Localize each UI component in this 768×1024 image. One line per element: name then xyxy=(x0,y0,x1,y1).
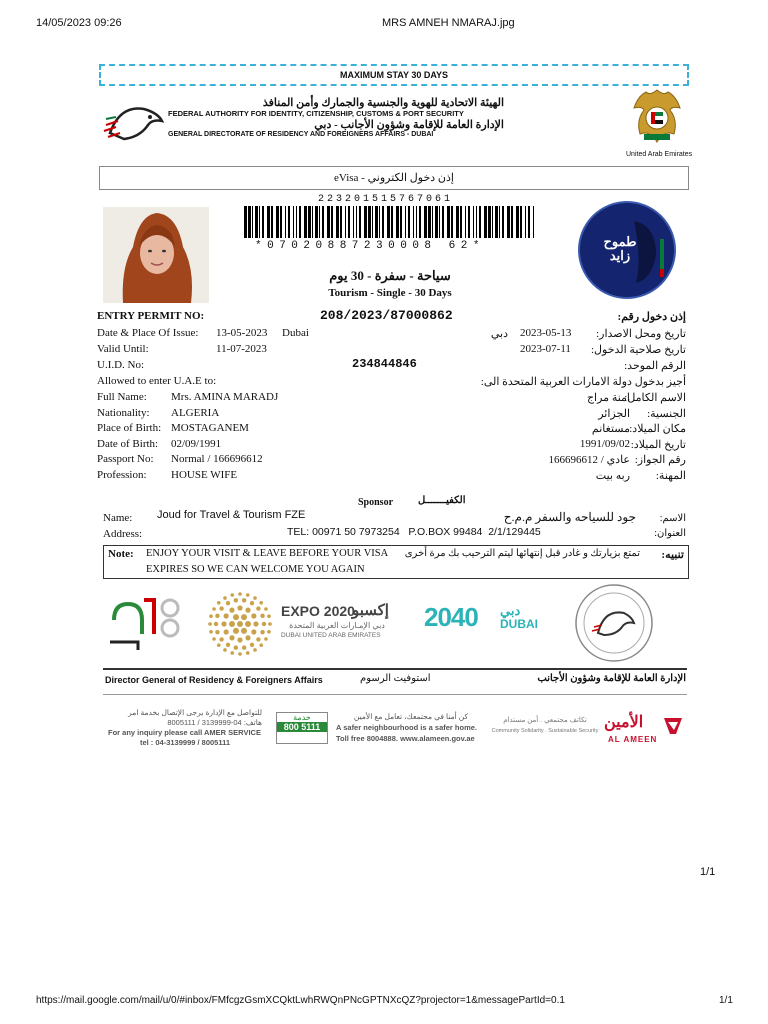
barcode-bar xyxy=(252,206,253,238)
permit-row-extra-ar: دبي xyxy=(490,328,508,340)
barcode-bar xyxy=(299,206,301,238)
barcode-top-number: 223201515767061 xyxy=(318,194,454,205)
max-stay-banner: MAXIMUM STAY 30 DAYS xyxy=(99,64,689,86)
barcode-bar xyxy=(511,206,513,238)
barcode-bar xyxy=(276,206,279,238)
expo-dot xyxy=(268,622,272,626)
community-ar: تكاتف مجتمعي . أمن مستدام xyxy=(503,717,587,724)
expo-dot xyxy=(212,607,216,611)
person-row-value-ar: عادي / 166696612 xyxy=(548,454,630,466)
expo-dot xyxy=(264,637,268,641)
person-row-value: Mrs. AMINA MARADJ xyxy=(171,391,279,403)
khadamati-ar: خدمة xyxy=(293,713,311,722)
expo-dot xyxy=(241,628,247,634)
barcode-bar xyxy=(296,206,297,238)
visa-type-english: Tourism - Single - 30 Days xyxy=(328,287,452,299)
barcode-bar xyxy=(432,206,433,238)
khadamati-number: 800 5111 xyxy=(277,722,327,732)
expo-dot xyxy=(217,643,221,647)
alameen-en-1: A safer neighbourhood is a safer home. xyxy=(336,723,477,732)
person-row-label-ar: مكان الميلاد: xyxy=(629,423,686,435)
alameen-logo xyxy=(604,712,686,746)
note-label: Note: xyxy=(108,548,134,560)
expo-dot xyxy=(251,613,256,618)
barcode-bar xyxy=(304,206,307,238)
person-row-value: HOUSE WIFE xyxy=(171,469,238,481)
expo-dot xyxy=(219,637,223,641)
sponsor-name-ar: جود للسياحه والسفر م.م.ح xyxy=(503,510,636,524)
authority-en-1: FEDERAL AUTHORITY FOR IDENTITY, CITIZENSHIP, CUSTOMS & PORT SECURITY xyxy=(168,109,464,118)
barcode xyxy=(244,206,536,238)
person-row-label: Profession: xyxy=(97,469,147,481)
expo-dot xyxy=(250,643,254,647)
entry-permit-label: ENTRY PERMIT NO: xyxy=(97,310,205,322)
expo-dot xyxy=(233,614,239,620)
barcode-bar xyxy=(484,206,487,238)
barcode-bar xyxy=(340,206,342,238)
expo-dot xyxy=(230,651,234,655)
person-row-label-ar: المهنة: xyxy=(655,470,686,482)
expo-dot xyxy=(209,614,213,618)
barcode-bar xyxy=(516,206,519,238)
barcode-bar xyxy=(492,206,493,238)
person-row-label: Place of Birth: xyxy=(97,422,162,434)
dubai-2040-word: DUBAI xyxy=(500,617,538,631)
barcode-bar xyxy=(447,206,450,238)
expo-dot xyxy=(230,593,234,597)
barcode-bar xyxy=(331,206,333,238)
barcode-bar xyxy=(345,206,346,238)
barcode-bar xyxy=(391,206,393,238)
authority-ar-2: الإدارة العامة للإقامة وشؤون الأجانب - دبي xyxy=(314,119,504,131)
barcode-bar xyxy=(379,206,380,238)
director-general-ar: الإدارة العامة للإقامة وشؤون الأجانب xyxy=(537,673,686,684)
expo-dot xyxy=(226,643,230,647)
alameen-en-2: Toll free 8004888. www.alameen.gov.ae xyxy=(336,734,475,743)
expo-dot xyxy=(238,592,242,596)
sponsor-address: TEL: 00971 50 7973254 P.O.BOX 99484 2/1/129445 xyxy=(287,526,541,538)
expo-dot xyxy=(242,645,246,649)
barcode-bar xyxy=(400,206,402,238)
person-row-label-ar: تاريخ الميلاد: xyxy=(630,439,686,451)
falcon-logo-icon xyxy=(100,95,166,147)
person-row-label: Date of Birth: xyxy=(97,438,159,450)
sponsor-name: Joud for Travel & Tourism FZE xyxy=(157,509,306,521)
dubai-2040-number: 2040 xyxy=(424,602,478,632)
amer-ar-1: للتواصل مع الإدارة يرجى الإتصال بخدمة امر xyxy=(128,708,262,717)
person-row-value-ar: مستغانم xyxy=(591,423,630,435)
expo-dot xyxy=(267,630,271,634)
expo-dot xyxy=(234,645,238,649)
alameen-info xyxy=(336,711,486,744)
expo-dot xyxy=(237,605,242,610)
barcode-bar xyxy=(364,206,367,238)
person-row-value: MOSTAGANEM xyxy=(171,422,249,434)
person-row-value-ar: الجزائر xyxy=(598,408,630,420)
visa-type-arabic: سياحة - سفرة - 30 يوم xyxy=(329,268,451,283)
page-url: https://mail.google.com/mail/u/0/#inbox/FMfcgzGsmXCQktLwhRWQnPNcGPTNXcQZ?projector=1&messagePartId=0.1 xyxy=(36,995,565,1006)
expo-dot xyxy=(259,601,263,605)
barcode-bar xyxy=(488,206,491,238)
footer-divider-bottom xyxy=(103,694,687,695)
note-label-ar: تنبيه: xyxy=(661,549,684,561)
expo-dot xyxy=(224,629,229,634)
expo-dot xyxy=(221,621,226,626)
alameen-logo-en: AL AMEEN xyxy=(608,735,658,744)
barcode-bar xyxy=(267,206,270,238)
expo-dot xyxy=(237,637,242,642)
expo-sub-ar: دبي الإمـارات العربية المتحدة xyxy=(289,621,385,630)
barcode-bar xyxy=(408,206,410,238)
uid-label-ar: الرقم الموحد: xyxy=(624,360,686,372)
expo-dot xyxy=(237,621,243,627)
amer-info xyxy=(108,708,262,748)
person-row-value: ALGERIA xyxy=(171,407,220,419)
expo-dot xyxy=(233,628,239,634)
permit-row-label: Date & Place Of Issue: xyxy=(97,327,199,339)
person-row-label: Nationality: xyxy=(97,407,150,419)
sponsor-title: Sponsor xyxy=(358,497,394,508)
barcode-bar xyxy=(259,206,260,238)
expo-dot xyxy=(264,607,268,611)
barcode-bar xyxy=(308,206,311,238)
person-row-label: Passport No: xyxy=(97,453,154,465)
sponsor-address-label: Address: xyxy=(103,528,143,540)
barcode-bar xyxy=(387,206,390,238)
expo-dot xyxy=(267,614,271,618)
barcode-bar xyxy=(348,206,350,238)
expo-logo-ar: إكسبو xyxy=(352,602,389,619)
barcode-bar xyxy=(419,206,421,238)
alameen-ar: كن أمنا في مجتمعك، تعامل مع الأمين xyxy=(353,712,469,721)
barcode-bar xyxy=(382,206,384,238)
barcode-bar xyxy=(327,206,330,238)
expo-dot xyxy=(260,630,264,634)
barcode-bar xyxy=(460,206,462,238)
barcode-bar xyxy=(442,206,444,238)
zayed-emblem-text: طموح زايد xyxy=(603,234,637,263)
expo-dot xyxy=(259,643,263,647)
barcode-bar xyxy=(533,206,534,238)
barcode-bar xyxy=(285,206,286,238)
person-row-label-ar: الجنسية: xyxy=(647,408,686,420)
expo-dot xyxy=(246,651,250,655)
authority-en-2: GENERAL DIRECTORATE OF RESIDENCY AND FOREIGNERS AFFAIRS - DUBAI xyxy=(168,131,434,138)
expo-dot xyxy=(226,601,230,605)
barcode-bars xyxy=(244,206,536,238)
permit-row-value: 13-05-2023 xyxy=(216,327,268,339)
barcode-bar xyxy=(507,206,510,238)
uid-label: U.I.D. No: xyxy=(97,359,145,371)
barcode-bar xyxy=(439,206,440,238)
expo-logo-en: EXPO 2020 xyxy=(281,603,355,619)
barcode-bar xyxy=(271,206,273,238)
community-en: Community Solidarity . Sustainable Security xyxy=(491,728,599,734)
expo-dot xyxy=(212,637,216,641)
permit-row-label: Valid Until: xyxy=(97,343,149,355)
barcode-bar xyxy=(375,206,378,238)
expo-dot xyxy=(238,652,242,656)
person-row-value: 02/09/1991 xyxy=(171,438,222,450)
expo-dot xyxy=(215,614,219,618)
person-row-value-ar: 1991/09/02 xyxy=(579,438,630,450)
entry-permit-number: 208/2023/87000862 xyxy=(320,308,453,323)
expo-dot xyxy=(256,637,260,641)
person-row-value-ar: امنة مراج xyxy=(586,392,630,404)
barcode-bar xyxy=(456,206,459,238)
barcode-bar xyxy=(359,206,361,238)
entry-permit-label-ar: إذن دخول رقم: xyxy=(617,311,686,323)
person-row-value: Normal / 166696612 xyxy=(171,453,263,465)
expo-dot xyxy=(262,622,266,626)
expo-dot xyxy=(215,630,219,634)
amer-en-2: tel : 04-3139999 / 8005111 xyxy=(139,738,231,747)
expo-dot xyxy=(253,621,258,626)
barcode-bar xyxy=(322,206,324,238)
country-label: United Arab Emirates xyxy=(626,151,693,158)
expo-dot xyxy=(219,606,223,610)
authority-ar-1: الهيئة الاتحادية للهوية والجنسية والجمارك وأمن المنافذ xyxy=(262,97,504,109)
barcode-bar xyxy=(465,206,466,238)
barcode-bar xyxy=(495,206,498,238)
permit-row-label-ar: تاريخ صلاحية الدخول: xyxy=(590,344,686,356)
expo-dot xyxy=(250,601,254,605)
barcode-bar xyxy=(468,206,470,238)
permit-row-value-ar: 2023-07-11 xyxy=(520,343,571,355)
expo-dot xyxy=(245,635,250,640)
expo-dot xyxy=(214,622,218,626)
person-row-value-ar: ربه بيت xyxy=(595,470,630,482)
directorate-seal-icon xyxy=(570,583,658,663)
barcode-bar xyxy=(502,206,504,238)
expo-dot xyxy=(260,614,264,618)
expo-dot xyxy=(208,622,212,626)
iam-logo-icon xyxy=(104,590,184,656)
print-timestamp: 14/05/2023 09:26 xyxy=(36,17,122,29)
expo-dot xyxy=(229,608,234,613)
expo-dot xyxy=(223,648,227,652)
barcode-bar xyxy=(451,206,453,238)
footer-divider-top xyxy=(103,668,687,670)
barcode-bar xyxy=(473,206,474,238)
barcode-bar xyxy=(244,206,247,238)
expo-dot xyxy=(246,593,250,597)
person-row-label-ar: الاسم الكامل: xyxy=(624,392,686,404)
barcode-bar xyxy=(525,206,526,238)
expo-dot xyxy=(242,598,246,602)
khadamati-logo xyxy=(276,712,328,744)
permit-row-value: 11-07-2023 xyxy=(216,343,267,355)
barcode-bar xyxy=(424,206,427,238)
expo-dot xyxy=(245,608,250,613)
director-general-en: Director General of Residency & Foreigners Affairs xyxy=(105,675,323,685)
barcode-bar xyxy=(428,206,431,238)
page-count: 1/1 xyxy=(719,995,733,1006)
evisa-title: eVisa - إذن دخول الكتروني xyxy=(99,166,689,190)
barcode-bar xyxy=(336,206,339,238)
person-row-label-ar: رقم الجواز: xyxy=(634,454,686,466)
expo-dot xyxy=(241,614,247,620)
applicant-photo xyxy=(103,207,209,303)
barcode-bar xyxy=(293,206,294,238)
barcode-bar xyxy=(413,206,414,238)
note-text-1: ENJOY YOUR VISIT & LEAVE BEFORE YOUR VISA xyxy=(146,548,389,559)
zayed-ambition-emblem xyxy=(572,199,682,301)
barcode-bar xyxy=(280,206,282,238)
alameen-logo-ar: الأمين xyxy=(604,714,644,731)
barcode-bottom-number: *07020887230008 62* xyxy=(255,240,485,252)
barcode-bar xyxy=(312,206,313,238)
permit-row-label-ar: تاريخ ومحل الاصدار: xyxy=(596,328,686,340)
barcode-bar xyxy=(435,206,438,238)
expo-dot xyxy=(253,648,257,652)
expo-dot xyxy=(229,635,234,640)
permit-row-extra: Dubai xyxy=(282,327,309,339)
note-text-2: EXPIRES SO WE CAN WELCOME YOU AGAIN xyxy=(146,564,365,575)
allowed-label: Allowed to enter U.A.E to: xyxy=(97,375,217,387)
sponsor-name-label-ar: الاسم: xyxy=(659,513,686,524)
barcode-bar xyxy=(353,206,354,238)
expo-dot xyxy=(217,601,221,605)
authority-block xyxy=(168,96,504,138)
expo-dot xyxy=(223,596,227,600)
permit-row-value-ar: 2023-05-13 xyxy=(520,327,572,339)
alameen-shield-icon xyxy=(662,714,684,736)
expo-emblem-icon xyxy=(206,592,274,656)
barcode-bar xyxy=(396,206,399,238)
allowed-label-ar: أجيز بدخول دولة الامارات العربية المتحدة الى: xyxy=(480,376,686,388)
expo-dot xyxy=(209,630,213,634)
expo-dot xyxy=(251,629,256,634)
barcode-bar xyxy=(520,206,522,238)
note-text-ar: تمتع بزيارتك و غادر قبل إنتهائها ليتم الترحيب بك مرة أخرى xyxy=(404,548,640,559)
barcode-bar xyxy=(255,206,258,238)
dubai-2040-ar: دبي xyxy=(500,603,521,618)
barcode-bar xyxy=(405,206,406,238)
fees-paid-ar: استوفيت الرسوم xyxy=(360,673,431,684)
expo-dot xyxy=(253,596,257,600)
sponsor-address-label-ar: العنوان: xyxy=(654,528,686,539)
expo-dot xyxy=(256,606,260,610)
barcode-bar xyxy=(319,206,320,238)
barcode-bar xyxy=(476,206,477,238)
expo-sub-en: DUBAI UNITED ARAB EMIRATES xyxy=(281,632,381,639)
barcode-bar xyxy=(356,206,357,238)
sponsor-name-label: Name: xyxy=(103,512,133,524)
amer-ar-2: هاتف: 04-3139999 / 8005111 xyxy=(167,718,262,727)
barcode-bar xyxy=(372,206,373,238)
document-title: MRS AMNEH NMARAJ.jpg xyxy=(382,17,515,29)
page-marker: 1/1 xyxy=(700,866,716,878)
barcode-bar xyxy=(528,206,530,238)
uae-emblem-icon xyxy=(628,86,686,146)
expo-dot xyxy=(224,613,229,618)
barcode-bar xyxy=(248,206,251,238)
uid-value: 234844846 xyxy=(352,357,417,371)
expo-dot xyxy=(234,598,238,602)
person-row-label: Full Name: xyxy=(97,391,147,403)
barcode-bar xyxy=(288,206,290,238)
expo-dot xyxy=(245,621,251,627)
barcode-bar xyxy=(416,206,417,238)
barcode-bar xyxy=(479,206,481,238)
sponsor-title-ar: الكفيـــــــل xyxy=(418,495,466,506)
barcode-bar xyxy=(262,206,264,238)
barcode-bar xyxy=(368,206,371,238)
expo-dot xyxy=(229,621,235,627)
barcode-bar xyxy=(315,206,318,238)
community-info xyxy=(490,716,600,736)
amer-en-1: For any inquiry please call AMER SERVICE xyxy=(108,728,261,737)
barcode-bar xyxy=(499,206,500,238)
